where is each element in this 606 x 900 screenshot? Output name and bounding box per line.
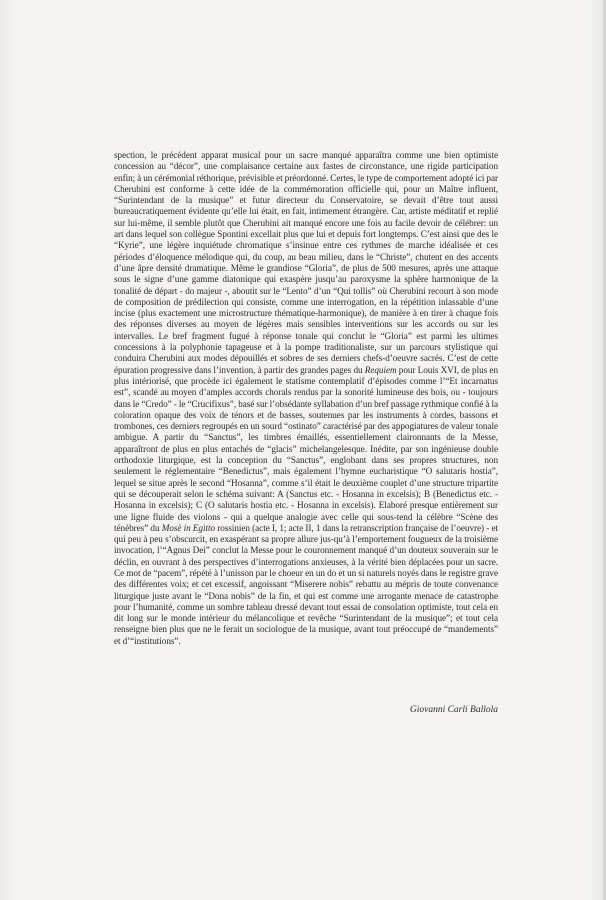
mose-in-egitto-title: Mosè in Egitto [161, 522, 216, 533]
author-signature: Giovanni Carli Ballola [409, 705, 498, 715]
requiem-title: Requiem [364, 364, 397, 375]
article-text-part-1: spection, le précédent apparat musical pour un sacre manqué apparaîtra comme une bien optimiste concession au “décor”, une complaisance certaine aux fastes de circonstance, une rigide participation enfin; à un cérémonial réthorique, prévisible et préordonné. Certes, le type de comportement adopté ici par Cherubini est conforme à cette idée de la commémoration officielle qui, pour un Maître influent, “Surintendant de la musique” et futur directeur du Conservatoire, se devait d’être tout aussi bureaucratiquement évidente qu’elle lui était, en fait, intimement étrangère. Car, artiste méditatif et replié sur lui-même, il semble plutôt que Cherubini ait manqué encore une fois au facile devoir de célébrer: un art dans lequel son collègue Spontini excellait plus que lui et depuis fort longtemps. C’est ainsi que des le “Kyrie”, une légère inquiétude chromatique s’insinue entre ces rythmes de marche idéalisée et ces périodes d’éloquence mélodique qui, du coup, au beau milieu, dans le “Christe”, chutent en des accents d’une âpre densité dramatique. Même le grandiose “Gloria”, de plus de 500 mesures, après une attaque sous le signe d’une gamme diatonique qui exaspère jusqu’au paroxysme la sphère harmonique de la tonalité de départ - do majeur -, aboutit sur le “Lento” d’un “Qui tollis” où Cherubini recourt à son mode de composition de prédilection qui consiste, comme une interrogation, en la répétition inlassable d’une incise (plus exactement une microstructure thématique-harmonique), de manière à en tirer à chaque fois des réponses diverses au moyen de légères mais sensibles interventions sur les accords ou sur les intervalles. Le bref fragment fugué à réponse tonale qui conclut le “Gloria” est parmi les ultimes concessions à la polyphonie tapageuse et à la pompe traditionaliste, sur un parcours stylistique qui conduira Cherubini aux modes dépouillés et sobres de ses derniers chefs-d’oeuvre sacrés. C’est de cette épuration progressive dans l’invention, à partir des grandes pages du [114, 150, 499, 375]
article-text-part-2: pour Louis XVI, de plus en plus intériorisé, que procède ici également le statisme contemplatif d’épisodes comme l’“Et incarnatus est”, scandé au moyen d’amples accords chorals rendus par la sonorité lumineuse des bois, ou - toujours dans le “Credo” - le “Crucifixus”, basé sur l’obsédante syllabation d’un bref passage rythmique confié à la coloration opaque des voix de ténors et de basses, soutenues par les instruments à cordes, bassons et trombones, ces derniers regroupés en un sourd “ostinato” caractérisé par des appogiatures de valeur tonale ambigue. A partir du “Sanctus”, les timbres émaillés, essentiellement claironnants de la Messe, apparaîtront de plus en plus entachés de “glacis” michelangelesque. Inédite, par son ingénieuse double orthodoxie liturgique, est la conception du “Sanctus”, englobant dans ses propres structures, non seulement le réglementaire “Benedictus”, mais également l’hymne eucharistique “O salutaris hostia”, lequel se situe après le second “Hosanna”, comme s’il était le deuxième couplet d’une structure tripartite qui se découperait selon le schéma suivant: A (Sanctus etc. - Hosanna in excelsis); B (Benedictus etc. - Hosanna in excelsis); C (O salutaris hostia etc. - Hosanna in excelsis). Elaboré presque entièrement sur une ligne fluide des violons - qui a quelque analogie avec celle qui sous-tend la célèbre “Scène des ténèbres” du [114, 364, 498, 533]
article-text-part-3: rossinien (acte I, 1; acte II, 1 dans la retranscription française de l’oeuvre) - et qui peu à peu s’obscurcit, en exaspérant sa propre allure jus-qu’à l’emportement fougueux de la troisième invocation, l’“Agnus Dei” conclut la Messe pour le couronnement manqué d’un douteux souverain sur le déclin, en ouvrant à des perspectives d’interrogations anxieuses, à la vérité bien déplacées pour un sacre. Ce mot de “pacem”, répété à l’unisson par le choeur en un do et un si naturels noyés dans le registre grave des différentes voix; et cet excessif, angoissant “Miserere nobis” rebattu au mépris de toute convenance liturgique juste avant le “Dona nobis” de la fin, et qui est comme une arrogante menace de catastrophe pour l’humanité, comme un sombre tableau dressé devant tout essai de consolation optimiste, tout cela en dit long sur le monde intérieur du mélancolique et revêche “Surintendant de la musique”; et tout cela renseigne bien plus que ne le ferait un sociologue de la musique, avant tout préoccupé de “mandements” et d’“institutions”. [114, 522, 498, 646]
article-body [114, 150, 498, 647]
